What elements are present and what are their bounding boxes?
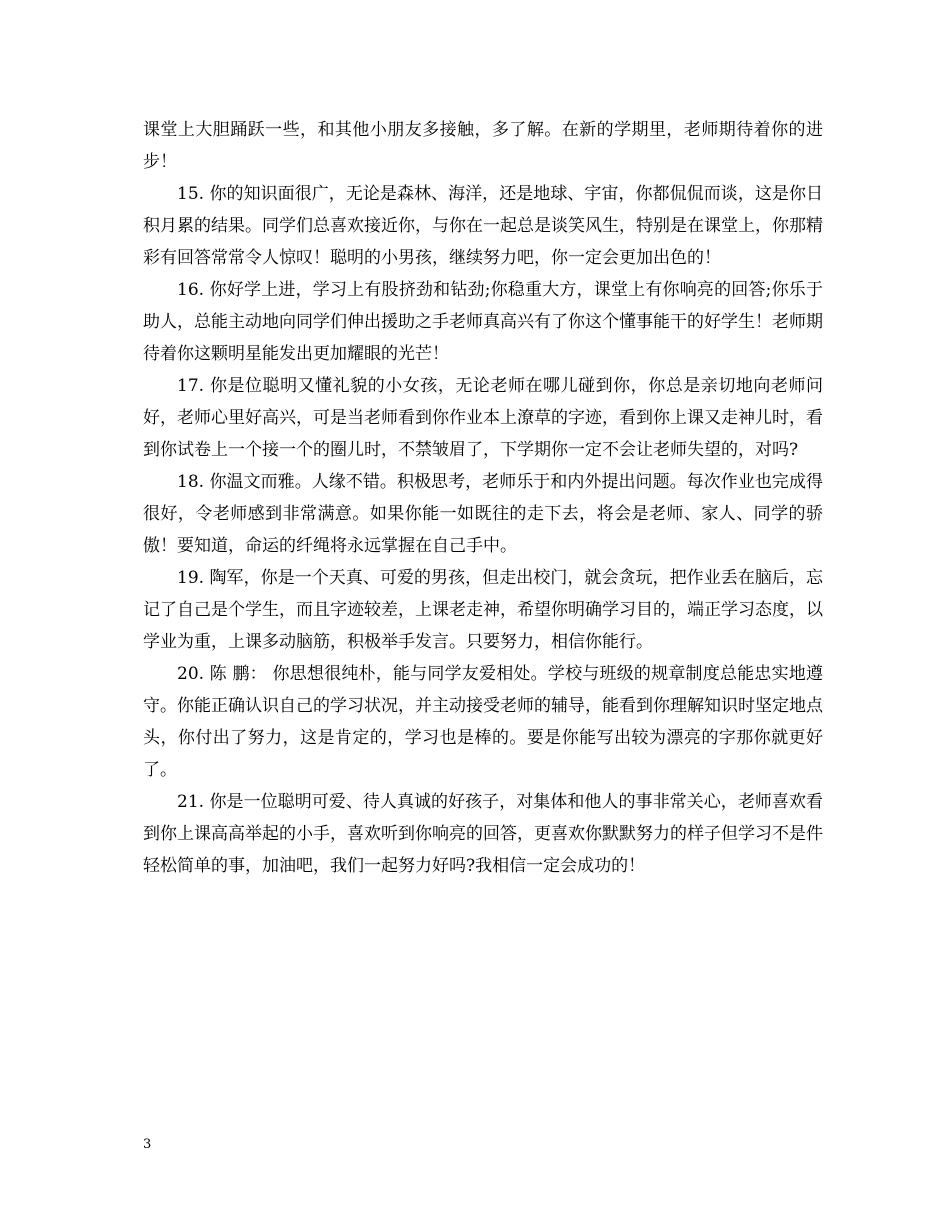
paragraph-continuation: 课堂上大胆踊跃一些，和其他小朋友多接触，多了解。在新的学期里，老师期待着你的进步！ (143, 120, 823, 172)
paragraph-comment-19: 19. 陶军，你是一个天真、可爱的男孩，但走出校门，就会贪玩，把作业丢在脑后，忘记了自己是个学生，而且字迹较差，上课老走神，希望你明确学习目的，端正学习态度，以学业为重，上课多动脑筋，积极举手发言。只要努力，相信你能行。 (143, 568, 823, 652)
paragraph-comment-17: 17. 你是位聪明又懂礼貌的小女孩，无论老师在哪儿碰到你，你总是亲切地向老师问好，老师心里好高兴，可是当老师看到你作业本上潦草的字迹，看到你上课又走神儿时，看到你试卷上一个接一个的圈儿时，不禁皱眉了，下学期你一定不会让老师失望的，对吗? (143, 376, 823, 460)
page-number: 3 (143, 1137, 152, 1152)
paragraph-comment-20: 20. 陈 鹏： 你思想很纯朴，能与同学友爱相处。学校与班级的规章制度总能忠实地遵守。你能正确认识自己的学习状况，并主动接受老师的辅导，能看到你理解知识时坚定地点头，你付出了努力，这是肯定的，学习也是棒的。要是你能写出较为漂亮的字那你就更好了。 (143, 664, 823, 780)
document-body (143, 114, 823, 882)
paragraph-comment-18: 18. 你温文而雅。人缘不错。积极思考，老师乐于和内外提出问题。每次作业也完成得很好，令老师感到非常满意。如果你能一如既往的走下去，将会是老师、家人、同学的骄傲！要知道，命运的纤绳将永远掌握在自己手中。 (143, 472, 823, 556)
paragraph-comment-21: 21. 你是一位聪明可爱、待人真诚的好孩子，对集体和他人的事非常关心，老师喜欢看到你上课高高举起的小手，喜欢听到你响亮的回答，更喜欢你默默努力的样子但学习不是件轻松简单的事，加油吧，我们一起努力好吗?我相信一定会成功的！ (143, 792, 823, 876)
paragraph-comment-16: 16. 你好学上进，学习上有股挤劲和钻劲;你稳重大方，课堂上有你响亮的回答;你乐于助人，总能主动地向同学们伸出援助之手老师真高兴有了你这个懂事能干的好学生！老师期待着你这颗明星能发出更加耀眼的光芒！ (143, 280, 823, 364)
paragraph-comment-15: 15. 你的知识面很广，无论是森林、海洋，还是地球、宇宙，你都侃侃而谈，这是你日积月累的结果。同学们总喜欢接近你，与你在一起总是谈笑风生，特别是在课堂上，你那精彩有回答常常令人惊叹！聪明的小男孩，继续努力吧，你一定会更加出色的！ (143, 184, 823, 268)
